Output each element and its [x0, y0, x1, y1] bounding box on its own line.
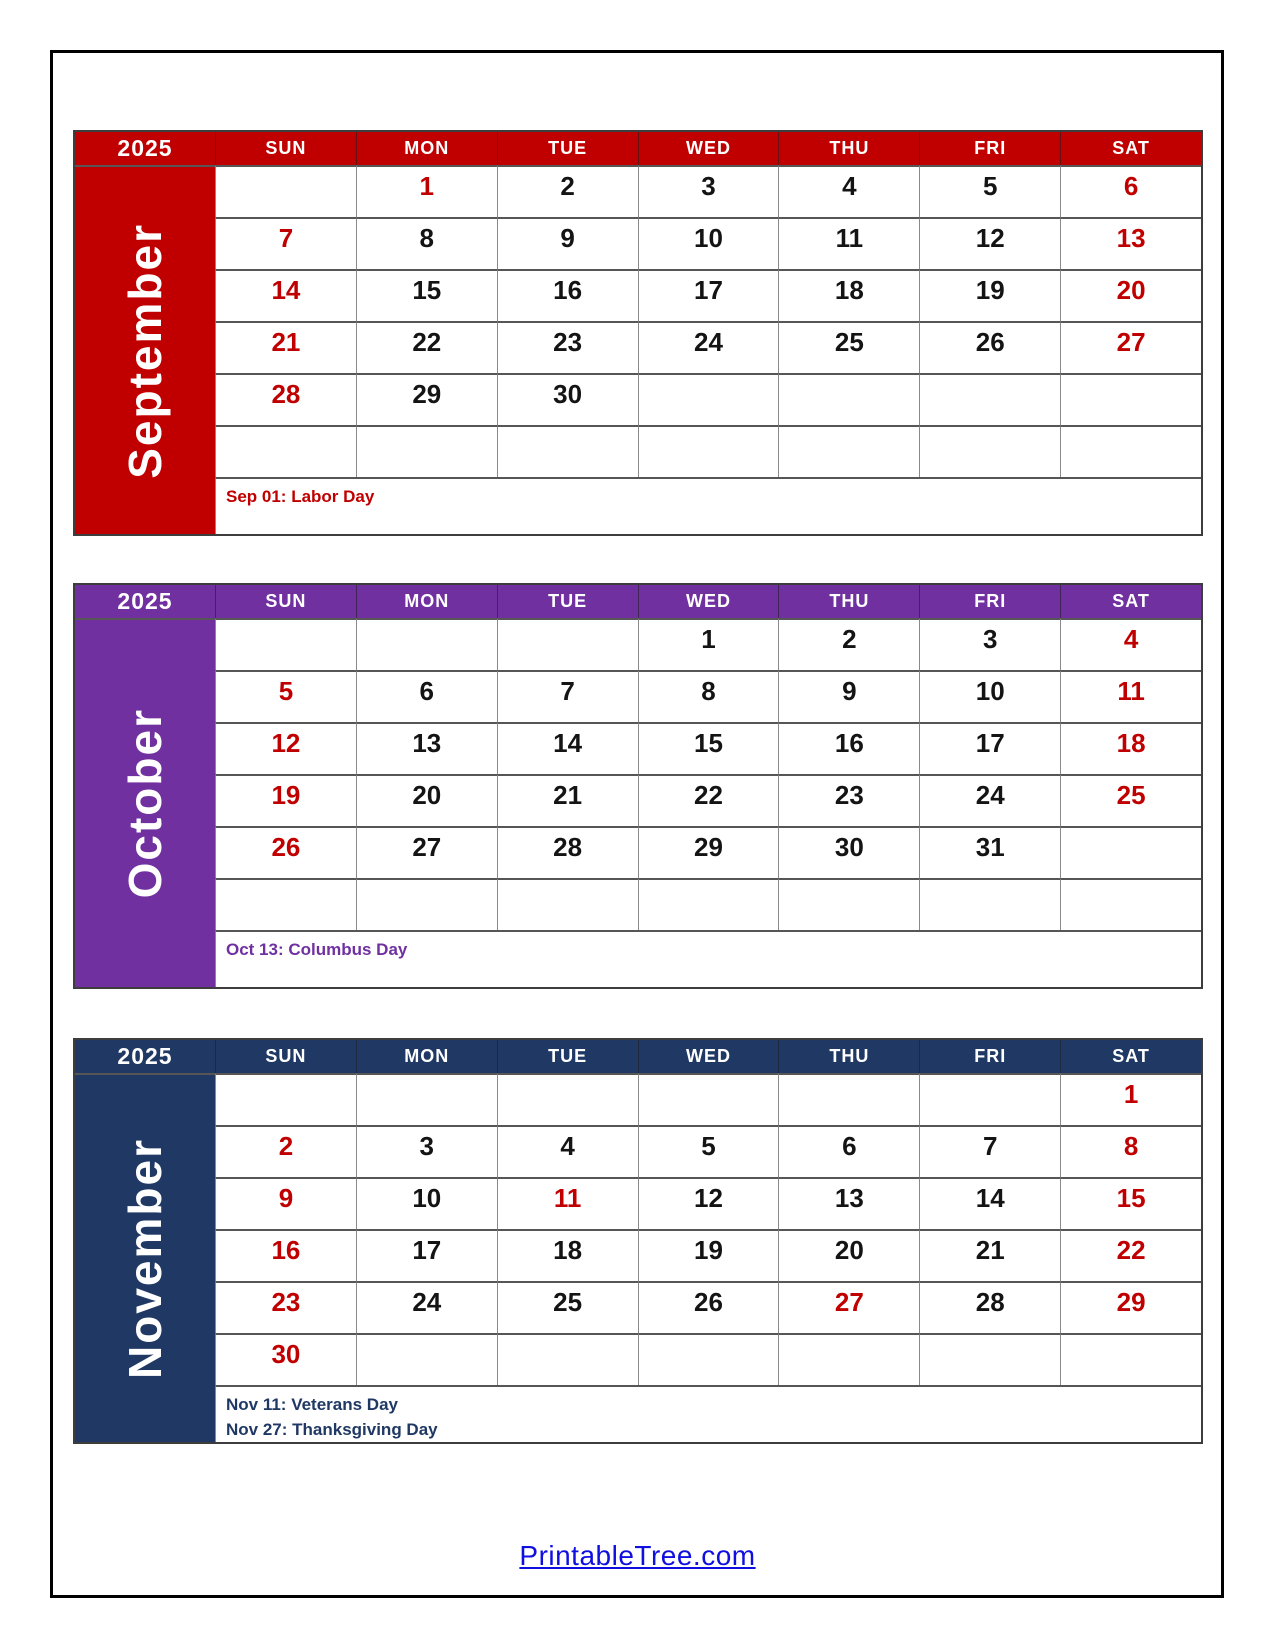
date-cell: 7	[215, 217, 356, 269]
date-cell: 10	[919, 670, 1060, 722]
date-cell	[638, 425, 779, 477]
date-cell: 11	[497, 1177, 638, 1229]
date-cell	[497, 1073, 638, 1125]
date-cell: 30	[778, 826, 919, 878]
date-cell	[356, 1333, 497, 1385]
date-cell: 15	[1060, 1177, 1201, 1229]
date-cell: 22	[356, 321, 497, 373]
date-cell: 22	[1060, 1229, 1201, 1281]
date-cell: 5	[638, 1125, 779, 1177]
day-header-fri: FRI	[919, 1040, 1060, 1073]
date-cell: 9	[215, 1177, 356, 1229]
date-cell: 2	[215, 1125, 356, 1177]
date-cell: 8	[356, 217, 497, 269]
date-cell: 25	[497, 1281, 638, 1333]
day-header-thu: THU	[778, 1040, 919, 1073]
date-cell	[356, 1073, 497, 1125]
date-cell: 11	[778, 217, 919, 269]
day-header-thu: THU	[778, 132, 919, 165]
month-september	[73, 130, 1203, 536]
date-cell: 18	[1060, 722, 1201, 774]
month-name: September	[119, 222, 171, 479]
date-cell	[638, 373, 779, 425]
month-october	[73, 583, 1203, 989]
holiday-note: Nov 11: Veterans Day	[226, 1395, 398, 1414]
date-cell: 7	[497, 670, 638, 722]
day-header-sun: SUN	[215, 585, 356, 618]
date-cell	[638, 1073, 779, 1125]
date-cell: 12	[638, 1177, 779, 1229]
date-cell	[638, 878, 779, 930]
date-cell: 29	[638, 826, 779, 878]
day-header-thu: THU	[778, 585, 919, 618]
month-name: October	[119, 708, 171, 899]
date-cell: 13	[1060, 217, 1201, 269]
date-cell: 25	[778, 321, 919, 373]
date-cell: 26	[638, 1281, 779, 1333]
year-label: 2025	[75, 1040, 215, 1073]
date-cell	[919, 1073, 1060, 1125]
date-cell	[778, 878, 919, 930]
date-cell: 3	[638, 165, 779, 217]
date-cell: 6	[356, 670, 497, 722]
date-cell: 31	[919, 826, 1060, 878]
date-cell: 27	[1060, 321, 1201, 373]
date-cell: 14	[497, 722, 638, 774]
date-cell: 28	[919, 1281, 1060, 1333]
date-cell: 3	[356, 1125, 497, 1177]
date-cell: 5	[215, 670, 356, 722]
date-cell: 12	[919, 217, 1060, 269]
date-cell: 20	[778, 1229, 919, 1281]
day-header-tue: TUE	[497, 1040, 638, 1073]
date-cell: 29	[356, 373, 497, 425]
day-header-sat: SAT	[1060, 132, 1201, 165]
month-name-band	[75, 618, 215, 987]
footer-link[interactable]: PrintableTree.com	[519, 1540, 756, 1571]
date-cell: 20	[1060, 269, 1201, 321]
date-cell	[778, 1333, 919, 1385]
day-header-wed: WED	[638, 132, 779, 165]
date-cell: 14	[215, 269, 356, 321]
date-cell: 16	[778, 722, 919, 774]
date-cell	[778, 373, 919, 425]
date-cell: 18	[497, 1229, 638, 1281]
month-grid	[73, 130, 1203, 536]
day-header-tue: TUE	[497, 132, 638, 165]
date-cell: 8	[1060, 1125, 1201, 1177]
date-cell: 21	[497, 774, 638, 826]
date-cell: 7	[919, 1125, 1060, 1177]
month-grid	[73, 583, 1203, 989]
holiday-note: Nov 27: Thanksgiving Day	[226, 1419, 438, 1439]
date-cell	[1060, 878, 1201, 930]
date-cell: 3	[919, 618, 1060, 670]
date-cell	[215, 425, 356, 477]
date-cell	[919, 425, 1060, 477]
date-cell: 16	[497, 269, 638, 321]
day-header-fri: FRI	[919, 132, 1060, 165]
date-cell	[1060, 373, 1201, 425]
month-name-band	[75, 165, 215, 534]
date-cell: 24	[919, 774, 1060, 826]
date-cell	[497, 618, 638, 670]
date-cell: 18	[778, 269, 919, 321]
date-cell: 1	[1060, 1073, 1201, 1125]
date-cell: 24	[356, 1281, 497, 1333]
date-cell	[356, 425, 497, 477]
date-cell: 24	[638, 321, 779, 373]
date-cell: 6	[778, 1125, 919, 1177]
date-cell: 4	[778, 165, 919, 217]
date-cell: 9	[778, 670, 919, 722]
date-cell: 9	[497, 217, 638, 269]
date-cell	[497, 425, 638, 477]
day-header-sat: SAT	[1060, 585, 1201, 618]
date-cell: 20	[356, 774, 497, 826]
date-cell: 16	[215, 1229, 356, 1281]
date-cell: 28	[497, 826, 638, 878]
date-cell	[919, 1333, 1060, 1385]
date-cell	[778, 1073, 919, 1125]
month-grid	[73, 1038, 1203, 1444]
holiday-notes	[215, 930, 1201, 987]
date-cell: 4	[497, 1125, 638, 1177]
holiday-note: Oct 13: Columbus Day	[226, 940, 408, 959]
date-cell	[919, 373, 1060, 425]
day-header-tue: TUE	[497, 585, 638, 618]
date-cell: 17	[919, 722, 1060, 774]
date-cell	[215, 165, 356, 217]
date-cell	[1060, 826, 1201, 878]
date-cell: 10	[638, 217, 779, 269]
date-cell: 5	[919, 165, 1060, 217]
date-cell: 13	[778, 1177, 919, 1229]
date-cell: 26	[919, 321, 1060, 373]
day-header-sun: SUN	[215, 132, 356, 165]
date-cell: 27	[778, 1281, 919, 1333]
date-cell: 2	[778, 618, 919, 670]
date-cell: 23	[497, 321, 638, 373]
footer	[0, 1540, 1275, 1572]
day-header-sun: SUN	[215, 1040, 356, 1073]
date-cell: 19	[919, 269, 1060, 321]
date-cell: 22	[638, 774, 779, 826]
year-label: 2025	[75, 585, 215, 618]
date-cell: 19	[215, 774, 356, 826]
date-cell	[497, 878, 638, 930]
date-cell	[356, 618, 497, 670]
date-cell: 17	[356, 1229, 497, 1281]
date-cell	[356, 878, 497, 930]
date-cell: 8	[638, 670, 779, 722]
date-cell	[638, 1333, 779, 1385]
date-cell: 26	[215, 826, 356, 878]
date-cell	[215, 878, 356, 930]
date-cell: 1	[356, 165, 497, 217]
day-header-wed: WED	[638, 585, 779, 618]
holiday-notes	[215, 1385, 1201, 1442]
date-cell	[1060, 425, 1201, 477]
date-cell: 14	[919, 1177, 1060, 1229]
date-cell: 15	[356, 269, 497, 321]
date-cell: 6	[1060, 165, 1201, 217]
date-cell: 1	[638, 618, 779, 670]
holiday-notes	[215, 477, 1201, 534]
date-cell	[215, 1073, 356, 1125]
month-name-band	[75, 1073, 215, 1442]
date-cell: 10	[356, 1177, 497, 1229]
date-cell: 11	[1060, 670, 1201, 722]
day-header-sat: SAT	[1060, 1040, 1201, 1073]
date-cell: 19	[638, 1229, 779, 1281]
date-cell	[497, 1333, 638, 1385]
day-header-mon: MON	[356, 132, 497, 165]
day-header-fri: FRI	[919, 585, 1060, 618]
date-cell: 4	[1060, 618, 1201, 670]
date-cell: 23	[215, 1281, 356, 1333]
date-cell	[1060, 1333, 1201, 1385]
day-header-mon: MON	[356, 585, 497, 618]
date-cell: 13	[356, 722, 497, 774]
date-cell: 21	[919, 1229, 1060, 1281]
date-cell: 23	[778, 774, 919, 826]
date-cell: 25	[1060, 774, 1201, 826]
day-header-wed: WED	[638, 1040, 779, 1073]
date-cell: 2	[497, 165, 638, 217]
date-cell: 15	[638, 722, 779, 774]
month-november	[73, 1038, 1203, 1444]
date-cell: 12	[215, 722, 356, 774]
date-cell	[215, 618, 356, 670]
date-cell: 17	[638, 269, 779, 321]
holiday-note: Sep 01: Labor Day	[226, 487, 375, 506]
date-cell	[778, 425, 919, 477]
date-cell: 30	[497, 373, 638, 425]
date-cell: 21	[215, 321, 356, 373]
date-cell: 28	[215, 373, 356, 425]
date-cell	[919, 878, 1060, 930]
month-name: November	[119, 1138, 171, 1379]
date-cell: 29	[1060, 1281, 1201, 1333]
day-header-mon: MON	[356, 1040, 497, 1073]
date-cell: 27	[356, 826, 497, 878]
date-cell: 30	[215, 1333, 356, 1385]
year-label: 2025	[75, 132, 215, 165]
